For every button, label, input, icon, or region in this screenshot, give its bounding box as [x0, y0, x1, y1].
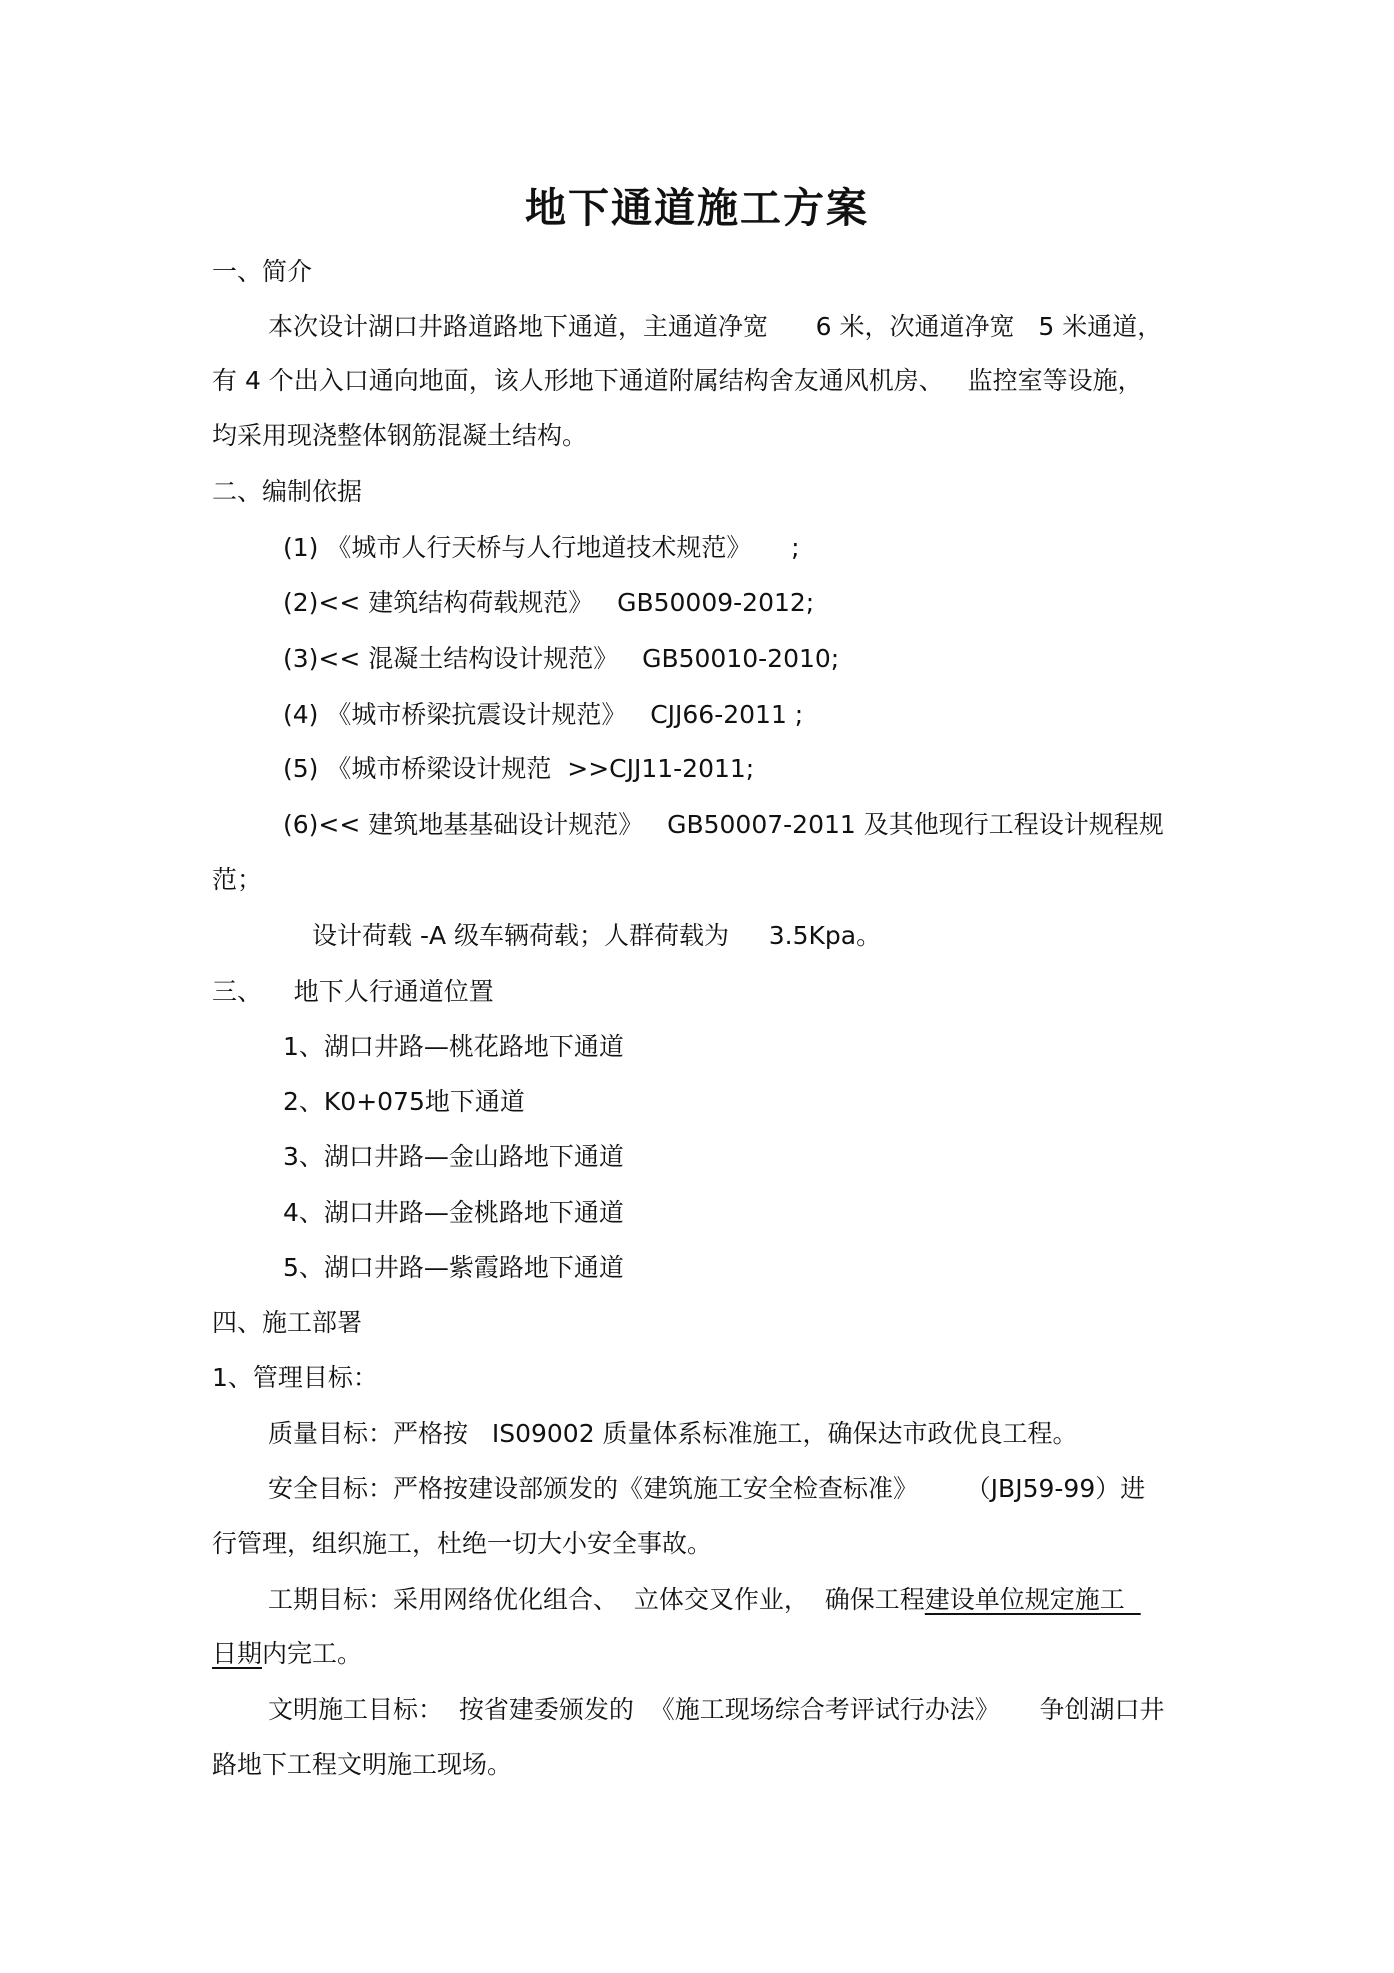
location-item-1: 1、湖口井路—桃花路地下通道 — [283, 1032, 624, 1061]
schedule-goal-line-1 — [268, 1580, 1141, 1620]
location-item-3: 3、湖口井路—金山路地下通道 — [283, 1142, 624, 1171]
schedule-goal-underlined-date: 日期 — [212, 1639, 263, 1668]
section-heading-location: 三、 地下人行通道位置 — [212, 977, 494, 1006]
safety-goal-line-2: 行管理，组织施工，杜绝一切大小安全事故。 — [212, 1529, 713, 1558]
basis-item-1: (1) 《城市人行天桥与人行地道技术规范》 ; — [283, 533, 800, 562]
civil-goal-line-1: 文明施工目标： 按省建委颁发的 《施工现场综合考评试行办法》 争创湖口井 — [268, 1695, 1165, 1724]
schedule-goal-completion: 内完工。 — [262, 1639, 363, 1668]
location-item-5: 5、湖口井路—紫霞路地下通道 — [283, 1253, 624, 1282]
section-heading-intro: 一、简介 — [212, 257, 313, 286]
safety-goal-line-1: 安全目标：严格按建设部颁发的《建筑施工安全检查标准》 （JBJ59-99）进 — [268, 1474, 1146, 1503]
basis-item-4: (4) 《城市桥梁抗震设计规范》 CJJ66-2011 ; — [283, 700, 804, 729]
intro-paragraph-line-2: 有 4 个出入口通向地面，该人形地下通道附属结构舍友通风机房、 监控室等设施， — [212, 366, 1143, 395]
intro-paragraph-line-1: 本次设计湖口井路道路地下通道，主通道净宽 6 米，次通道净宽 5 米通道， — [268, 312, 1163, 341]
civil-goal-line-2: 路地下工程文明施工现场。 — [212, 1750, 513, 1779]
document-title: 地下通道施工方案 — [525, 184, 869, 232]
intro-paragraph-line-3: 均采用现浇整体钢筋混凝土结构。 — [212, 421, 588, 450]
location-item-4: 4、湖口井路—金桃路地下通道 — [283, 1198, 624, 1227]
schedule-goal-line-2 — [212, 1634, 362, 1674]
basis-item-3: (3)<< 混凝土结构设计规范》 GB50010-2010; — [283, 644, 840, 673]
basis-item-2: (2)<< 建筑结构荷载规范》 GB50009-2012; — [283, 588, 815, 617]
schedule-goal-text: 工期目标：采用网络优化组合、 立体交叉作业， 确保工程 — [268, 1585, 925, 1614]
schedule-goal-underlined-text: 建设单位规定施工 — [924, 1585, 1141, 1614]
basis-item-6: (6)<< 建筑地基基础设计规范》 GB50007-2011 及其他现行工程设计规程规 — [283, 810, 1164, 839]
basis-item-6-continued: 范； — [212, 865, 263, 894]
section-heading-deployment: 四、施工部署 — [212, 1308, 363, 1337]
basis-item-5: (5) 《城市桥梁设计规范 >>CJJ11-2011; — [283, 754, 755, 783]
location-item-2: 2、K0+075地下通道 — [283, 1087, 525, 1116]
quality-goal-text: 质量目标：严格按 IS09002 质量体系标准施工，确保达市政优良工程。 — [268, 1419, 1078, 1448]
management-goals-heading: 1、管理目标： — [212, 1363, 378, 1392]
section-heading-basis: 二、编制依据 — [212, 477, 363, 506]
design-load-text: 设计荷载 -A 级车辆荷载；人群荷载为 3.5Kpa。 — [312, 921, 882, 950]
